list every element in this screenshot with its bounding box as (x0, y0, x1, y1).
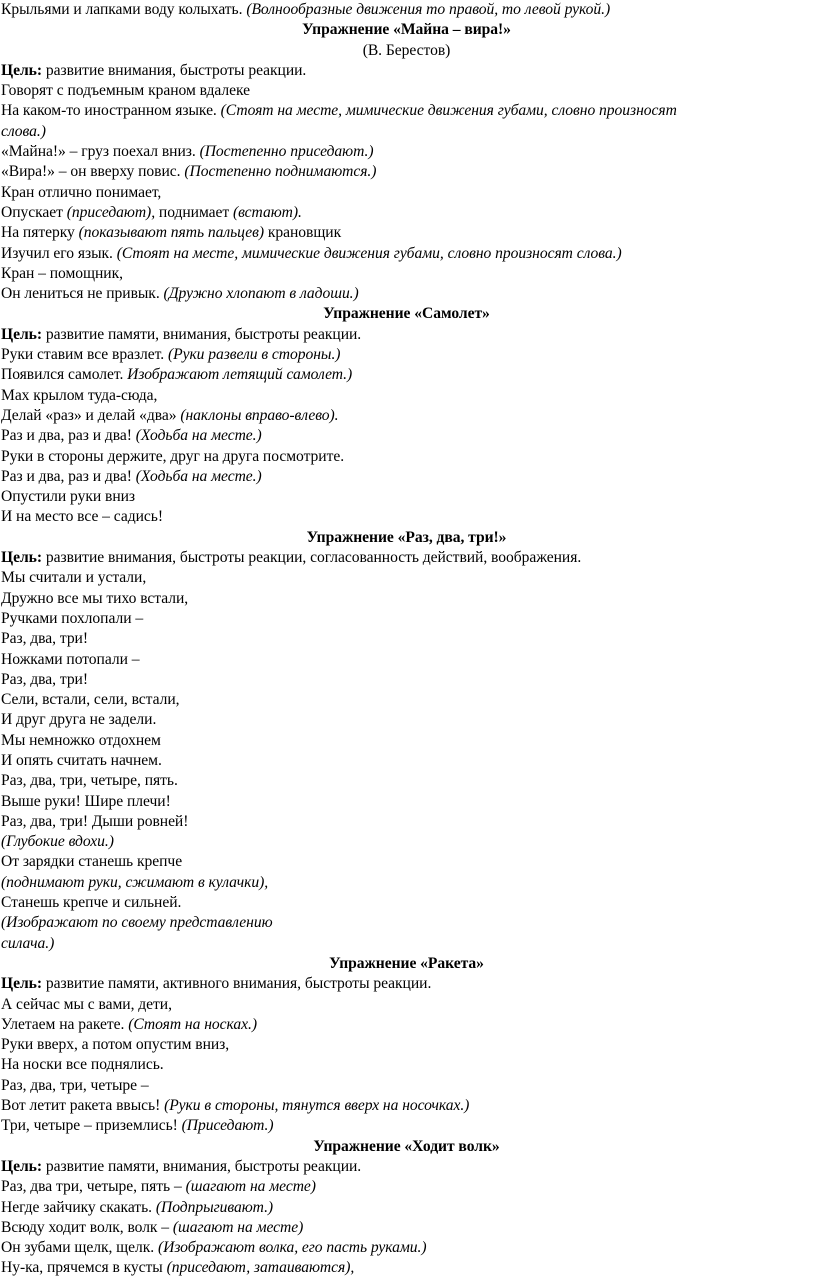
verse-text: От зарядки станешь крепче (1, 853, 183, 871)
verse-text: И друг друга не задели. (1, 711, 157, 729)
verse-text: Раз, два, три! Дыши ровней! (1, 812, 189, 830)
text-line (0, 244, 812, 264)
stage-direction: (Изображают волка, его пасть руками.) (157, 1239, 427, 1257)
text-line (0, 1177, 812, 1197)
stage-direction: (Приседают.) (181, 1117, 274, 1135)
verse-text: Мы считали и устали, (1, 569, 147, 587)
stage-direction: (шагают на месте) (172, 1218, 304, 1236)
verse-text: Говорят с подъемным краном вдалеке (1, 82, 251, 100)
verse-text: Мах крылом туда-сюда, (1, 386, 158, 404)
text-line (0, 406, 812, 426)
verse-text: Опустили руки вниз (1, 488, 136, 506)
verse-text: Негде зайчику скакать. (1, 1198, 156, 1216)
text-line (0, 162, 812, 182)
verse-text: Кран – помощник, (1, 264, 123, 282)
stage-direction: (встают). (233, 203, 302, 221)
exercise-title: Упражнение «Раз, два, три!» (306, 528, 507, 546)
text-line (0, 650, 812, 670)
stage-direction: (приседают), (66, 203, 156, 221)
verse-text: Он лениться не привык. (1, 285, 164, 303)
verse-text: Всюду ходит волк, волк – (1, 1218, 173, 1236)
stage-direction: (шагают на месте) (185, 1178, 316, 1196)
text-line (0, 852, 812, 872)
stage-direction: (наклоны вправо-влево). (180, 406, 339, 424)
author-credit: (В. Берестов) (362, 41, 451, 59)
verse-text: Станешь крепче и сильней. (1, 894, 182, 912)
text-line (0, 548, 812, 568)
stage-direction: (Стоят на месте, мимические движения губами, словно произносят (220, 102, 677, 120)
verse-text: Изучил его язык. (1, 244, 117, 262)
verse-text: Мы немножко отдохнем (1, 731, 161, 749)
stage-direction: (Постепенно приседают.) (199, 143, 374, 161)
text-line (0, 568, 812, 588)
verse-text: На пятерку (1, 224, 79, 242)
text-line (0, 995, 812, 1015)
text-line (0, 101, 812, 121)
verse-text: Руки вверх, а потом опустим вниз, (1, 1036, 230, 1054)
verse-text: Сели, встали, сели, встали, (1, 691, 180, 709)
verse-text: Раз и два, раз и два! (1, 467, 136, 485)
stage-direction: (Стоят на носках.) (128, 1015, 257, 1033)
text-line (0, 507, 812, 527)
text-line (0, 1238, 812, 1258)
verse-text: Вот летит ракета ввысь! (1, 1097, 165, 1115)
stage-direction: слова.) (1, 122, 46, 140)
exercise-title: Упражнение «Ходит волк» (313, 1137, 500, 1155)
text-line (0, 1035, 812, 1055)
stage-direction: (поднимают руки, сжимают в кулачки), (1, 873, 269, 891)
verse-text: Улетаем на ракете. (1, 1015, 129, 1033)
verse-text: И на место все – садись! (1, 508, 163, 526)
text-line (0, 81, 812, 101)
stage-direction: (Глубокие вдохи.) (1, 833, 114, 851)
verse-text: На каком-то иностранном языке. (1, 102, 221, 120)
text-line (0, 61, 812, 81)
verse-text: развитие памяти, активного внимания, быстроты реакции. (42, 975, 432, 993)
text-line (0, 284, 812, 304)
text-line (0, 731, 812, 751)
text-line (0, 264, 812, 284)
label-bold: Цель: (1, 325, 42, 343)
verse-text: развитие внимания, быстроты реакции. (42, 61, 307, 79)
text-line (0, 974, 812, 994)
text-line (0, 183, 812, 203)
stage-direction: Изображают летящий самолет.) (127, 366, 353, 384)
verse-text: развитие внимания, быстроты реакции, согласованность действий, воображения. (42, 549, 582, 567)
text-line (0, 812, 812, 832)
verse-text: Выше руки! Шире плечи! (1, 792, 171, 810)
text-line (0, 751, 812, 771)
text-line (0, 1157, 812, 1177)
text-line (0, 710, 812, 730)
verse-text: А сейчас мы с вами, дети, (1, 995, 172, 1013)
verse-text: Раз, два, три, четыре – (1, 1076, 149, 1094)
stage-direction: (Изображают по своему представлению (1, 914, 273, 932)
verse-text: Ножками потопали – (1, 650, 140, 668)
text-line (0, 1015, 812, 1035)
text-line (0, 589, 812, 609)
text-line (0, 203, 812, 223)
text-line (0, 1076, 812, 1096)
text-line (0, 447, 812, 467)
verse-text: Раз, два, три! (1, 670, 88, 688)
stage-direction: (Подпрыгивают.) (155, 1198, 274, 1216)
stage-direction: (Ходьба на месте.) (135, 467, 262, 485)
verse-text: Руки ставим все вразлет. (1, 346, 168, 364)
stage-direction: (Руки в стороны, тянутся вверх на носочках.) (164, 1097, 470, 1115)
text-line (0, 122, 812, 142)
verse-text: «Вира!» – он вверху повис. (1, 163, 185, 181)
verse-text: Опускает (1, 203, 67, 221)
text-line (0, 1218, 812, 1238)
stage-direction: (Постепенно поднимаются.) (184, 163, 377, 181)
text-line (0, 1198, 812, 1218)
text-line (0, 690, 812, 710)
exercise-title: Упражнение «Ракета» (329, 954, 484, 972)
verse-text: На носки все поднялись. (1, 1056, 164, 1074)
text-line (0, 325, 812, 345)
text-line (0, 629, 812, 649)
exercise-title: Упражнение «Майна – вира!» (302, 21, 511, 39)
verse-text: Крыльями и лапками воду колыхать. (1, 1, 247, 18)
text-line (0, 832, 812, 852)
verse-text: Раз, два, три! (1, 630, 88, 648)
stage-direction: (показывают пять пальцев) (78, 224, 264, 242)
text-line (0, 223, 812, 243)
verse-text: Ну-ка, прячемся в кусты (1, 1259, 167, 1277)
label-bold: Цель: (1, 975, 42, 993)
text-line (0, 1258, 812, 1278)
text-line (0, 1055, 812, 1075)
exercise-title: Упражнение «Самолет» (323, 305, 490, 323)
text-line (0, 487, 812, 507)
verse-text: Раз, два, три, четыре, пять. (1, 772, 178, 790)
stage-direction: (Ходьба на месте.) (135, 427, 262, 445)
stage-direction: (приседают, затаиваются), (166, 1259, 355, 1277)
text-line (0, 0, 812, 20)
stage-direction: (Волнообразные движения то правой, то левой рукой.) (246, 1, 611, 18)
verse-text: развитие памяти, внимания, быстроты реакции. (42, 325, 362, 343)
text-line (0, 609, 812, 629)
text-line (0, 893, 812, 913)
text-line (0, 142, 812, 162)
text-line (0, 467, 812, 487)
label-bold: Цель: (1, 549, 42, 567)
verse-text: Он зубами щелк, щелк. (1, 1239, 158, 1257)
text-line (0, 1096, 812, 1116)
text-line (0, 913, 812, 933)
stage-direction: (Стоят на месте, мимические движения губами, словно произносят слова.) (116, 244, 622, 262)
verse-text: Появился самолет. (1, 366, 128, 384)
text-line (0, 426, 812, 446)
verse-text: развитие памяти, внимания, быстроты реакции. (42, 1157, 362, 1175)
verse-text: поднимает (155, 203, 234, 221)
stage-direction: силача.) (1, 934, 55, 952)
verse-text: Ручками похлопали – (1, 609, 144, 627)
verse-text: «Майна!» – груз поехал вниз. (1, 143, 200, 161)
verse-text: Кран отлично понимает, (1, 183, 162, 201)
text-line (0, 771, 812, 791)
stage-direction: (Дружно хлопают в ладоши.) (163, 285, 359, 303)
verse-text: Делай «раз» и делай «два» (1, 406, 181, 424)
verse-text: крановщик (264, 224, 342, 242)
text-line (0, 386, 812, 406)
text-line (0, 345, 812, 365)
verse-text: И опять считать начнем. (1, 751, 162, 769)
text-line (0, 792, 812, 812)
verse-text: Руки в стороны держите, друг на друга посмотрите. (1, 447, 345, 465)
verse-text: Три, четыре – приземлись! (1, 1117, 182, 1135)
verse-text: Раз и два, раз и два! (1, 427, 136, 445)
verse-text: Дружно все мы тихо встали, (1, 589, 189, 607)
text-line (0, 670, 812, 690)
text-line (0, 365, 812, 385)
stage-direction: (Руки развели в стороны.) (167, 346, 341, 364)
text-line (0, 934, 812, 954)
text-line (0, 1116, 812, 1136)
label-bold: Цель: (1, 61, 42, 79)
label-bold: Цель: (1, 1157, 42, 1175)
verse-text: Раз, два три, четыре, пять – (1, 1178, 186, 1196)
text-line (0, 873, 812, 893)
